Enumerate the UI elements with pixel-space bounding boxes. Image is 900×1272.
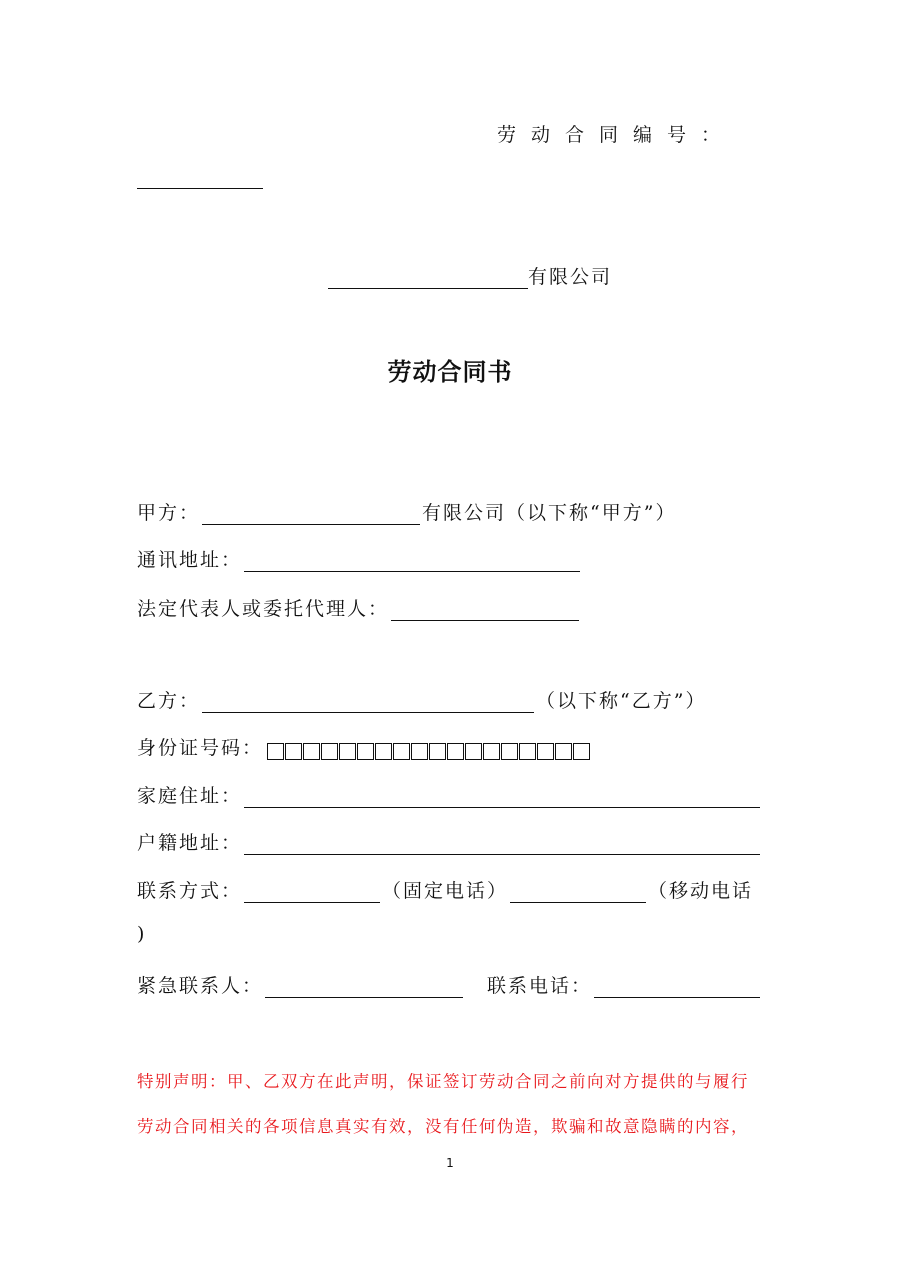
party-a-address-row xyxy=(137,545,582,572)
company-suffix: 有限公司 xyxy=(528,266,613,288)
id-digit-box[interactable] xyxy=(411,743,428,760)
party-b-name-blank[interactable] xyxy=(202,694,534,713)
id-digit-box[interactable] xyxy=(555,743,572,760)
household-address-row xyxy=(137,828,762,855)
party-b-row xyxy=(137,686,706,713)
id-digit-box[interactable] xyxy=(519,743,536,760)
id-digit-box[interactable] xyxy=(465,743,482,760)
id-digit-box[interactable] xyxy=(573,743,590,760)
emergency-contact-blank[interactable] xyxy=(265,979,463,998)
home-address-row xyxy=(137,781,762,808)
id-digit-box[interactable] xyxy=(303,743,320,760)
page-number: 1 xyxy=(446,1156,454,1170)
party-a-representative-blank[interactable] xyxy=(391,602,579,621)
landline-label: （固定电话） xyxy=(382,880,509,902)
contract-number-label: 劳动合同编号： xyxy=(497,124,736,146)
party-a-name-blank[interactable] xyxy=(202,506,420,525)
contract-number-blank[interactable] xyxy=(137,187,263,189)
id-digit-box[interactable] xyxy=(357,743,374,760)
home-address-label: 家庭住址： xyxy=(137,785,243,807)
id-digit-box[interactable] xyxy=(267,743,284,760)
mobile-label: （移动电话 xyxy=(648,880,754,902)
party-a-row xyxy=(137,498,676,525)
emergency-phone-label: 联系电话： xyxy=(487,975,593,997)
party-a-label: 甲方： xyxy=(137,502,201,524)
emergency-row xyxy=(137,971,762,998)
emergency-contact-label: 紧急联系人： xyxy=(137,975,264,997)
company-name-blank[interactable] xyxy=(328,270,528,289)
contact-label: 联系方式： xyxy=(137,880,243,902)
home-address-blank[interactable] xyxy=(244,789,760,808)
id-digit-box[interactable] xyxy=(537,743,554,760)
id-digit-box[interactable] xyxy=(375,743,392,760)
id-digit-box[interactable] xyxy=(447,743,464,760)
party-b-suffix: （以下称“乙方”） xyxy=(536,690,707,712)
document-title: 劳动合同书 xyxy=(387,358,513,386)
contact-row xyxy=(137,876,753,903)
id-digit-box[interactable] xyxy=(339,743,356,760)
id-digit-box[interactable] xyxy=(321,743,338,760)
contact-row-continued xyxy=(137,923,146,945)
id-digit-box[interactable] xyxy=(501,743,518,760)
id-number-boxes[interactable] xyxy=(267,743,590,760)
household-address-label: 户籍地址： xyxy=(137,832,243,854)
mobile-close-paren: ) xyxy=(137,923,147,945)
party-a-address-blank[interactable] xyxy=(244,553,580,572)
id-digit-box[interactable] xyxy=(393,743,410,760)
company-header xyxy=(328,262,612,289)
party-b-id-label: 身份证号码： xyxy=(137,737,264,759)
party-b-id-row xyxy=(137,733,590,760)
id-digit-box[interactable] xyxy=(429,743,446,760)
party-a-representative-row xyxy=(137,594,581,621)
id-digit-box[interactable] xyxy=(483,743,500,760)
notice-line-1: 特别声明：甲、乙双方在此声明，保证签订劳动合同之前向对方提供的与履行 xyxy=(137,1072,749,1091)
id-digit-box[interactable] xyxy=(285,743,302,760)
party-a-suffix: 有限公司（以下称“甲方”） xyxy=(422,502,677,524)
notice-line-2: 劳动合同相关的各项信息真实有效，没有任何伪造，欺骗和故意隐瞒的内容， xyxy=(137,1117,749,1136)
mobile-blank[interactable] xyxy=(510,884,646,903)
party-a-address-label: 通讯地址： xyxy=(137,549,243,571)
party-b-label: 乙方： xyxy=(137,690,201,712)
emergency-phone-blank[interactable] xyxy=(594,979,760,998)
household-address-blank[interactable] xyxy=(244,836,760,855)
landline-blank[interactable] xyxy=(244,884,380,903)
party-a-representative-label: 法定代表人或委托代理人： xyxy=(137,598,390,620)
